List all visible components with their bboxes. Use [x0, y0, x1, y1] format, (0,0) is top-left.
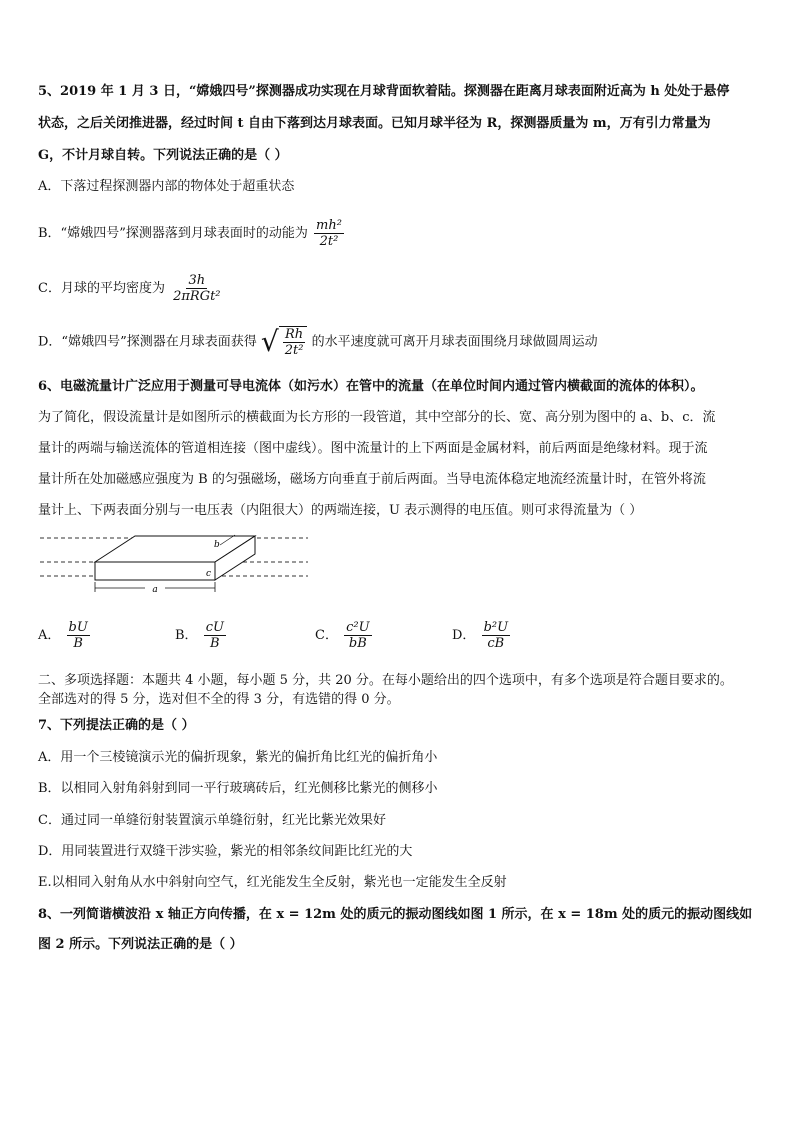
q7-option-c: C．通过同一单缝衍射装置演示单缝衍射，红光比紫光效果好	[38, 813, 386, 828]
fraction-numerator: 3h	[188, 273, 206, 288]
box-front-face	[95, 562, 215, 580]
dim-b-label: b	[214, 540, 220, 550]
q6-stem-line2: 为了简化，假设流量计是如图所示的横截面为长方形的一段管道，其中空部分的长、宽、高分别为图中的 a、b、c．流	[38, 410, 716, 425]
q5-option-d-suffix: 的水平速度就可离开月球表面围绕月球做圆周运动	[311, 334, 598, 350]
q6-stem-line4: 量计所在处加磁感应强度为 B 的匀强磁场，磁场方向垂直于前后两面。当导电流体稳定地流经流量计时，在管外将流	[38, 472, 706, 487]
q6-option-d	[452, 620, 512, 651]
fraction-numerator: Rh	[284, 327, 304, 342]
q5-option-c-fraction	[171, 273, 222, 304]
section2-instructions-line2: 全部选对的得 5 分，选对但不全的得 3 分，有选错的得 0 分。	[38, 692, 400, 707]
q6-stem-line1: 6、电磁流量计广泛应用于测量可导电流体（如污水）在管中的流量（在单位时间内通过管内横截面的流体的体积）。	[38, 379, 704, 394]
q6-option-b-fraction	[204, 620, 226, 651]
fraction-numerator: bU	[68, 620, 88, 635]
q5-stem-line2: 状态，之后关闭推进器，经过时间 t 自由下落到达月球表面。已知月球半径为 R，探测器质量为 m，万有引力常量为	[38, 116, 711, 131]
fraction-numerator: b²U	[483, 620, 509, 635]
q5-option-b	[38, 218, 346, 249]
q5-option-c	[38, 273, 225, 304]
q6-option-c-fraction	[344, 620, 371, 651]
q5-option-a: A．下落过程探测器内部的物体处于超重状态	[38, 179, 295, 194]
q6-option-b	[175, 620, 228, 651]
q5-option-d-fraction	[283, 327, 306, 358]
fraction-numerator: cU	[205, 620, 224, 635]
q8-stem-line2: 图 2 所示。下列说法正确的是（ ）	[38, 937, 243, 952]
q7-option-d: D．用同装置进行双缝干涉实验，紫光的相邻条纹间距比红光的大	[38, 844, 413, 859]
sqrt-icon: √	[260, 325, 279, 358]
q5-stem-line1: 5、2019 年 1 月 3 日，“嫦娥四号”探测器成功实现在月球背面软着陆。探测器在距离月球表面附近高为 h 处处于悬停	[38, 84, 730, 99]
q5-option-b-text: B．“嫦娥四号”探测器落到月球表面时的动能为	[38, 226, 308, 241]
sqrt-radicand	[279, 326, 308, 358]
fraction-denominator: cB	[487, 636, 505, 651]
dim-a-label: a	[152, 585, 158, 595]
fraction-numerator: c²U	[346, 620, 370, 635]
q6-stem-line3: 量计的两端与输送流体的管道相连接（图中虚线）。图中流量计的上下两面是金属材料，前后两面是绝缘材料。现于流	[38, 441, 708, 456]
q8-stem-line1: 8、一列简谐横波沿 x 轴正方向传播，在 x = 12m 处的质元的振动图线如图 1 所示，在 x = 18m 处的质元的振动图线如	[38, 907, 753, 922]
q5-option-b-fraction	[314, 218, 344, 249]
q7-option-a: A．用一个三棱镜演示光的偏折现象，紫光的偏折角比红光的偏折角小	[38, 750, 438, 765]
q7-option-b: B．以相同入射角斜射到同一平行玻璃砖后，红光侧移比紫光的侧移小	[38, 781, 438, 796]
option-label: A．	[38, 628, 61, 643]
fraction-denominator: 2t²	[284, 343, 304, 358]
section2-instructions-line1: 二、多项选择题：本题共 4 小题，每小题 5 分，共 20 分。在每小题给出的四个选项中，有多个选项是符合题目要求的。	[38, 673, 733, 688]
q5-stem-line3: G，不计月球自转。下列说法正确的是（ ）	[38, 148, 288, 163]
dim-c-label: c	[206, 569, 212, 579]
q7-stem: 7、下列提法正确的是（ ）	[38, 718, 195, 733]
q5-option-d-sqrt	[261, 326, 308, 358]
q6-option-c	[315, 620, 374, 651]
q6-option-a	[38, 620, 92, 651]
fraction-denominator: B	[210, 636, 220, 651]
q6-stem-line5: 量计上、下两表面分别与一电压表（内阻很大）的两端连接，U 表示测得的电压值。则可求得流量为（ ）	[38, 503, 643, 518]
option-label: B．	[175, 628, 198, 643]
q5-option-d-text: D．“嫦娥四号”探测器在月球表面获得	[38, 334, 257, 350]
fraction-denominator: 2t²	[319, 234, 339, 249]
option-label: D．	[452, 628, 476, 643]
q5-option-d	[38, 326, 598, 358]
q6-option-a-fraction	[67, 620, 90, 651]
option-label: C．	[315, 628, 338, 643]
fraction-numerator: mh²	[316, 218, 342, 233]
fraction-denominator: bB	[348, 636, 367, 651]
fraction-denominator: B	[73, 636, 83, 651]
q5-option-c-text: C．月球的平均密度为	[38, 281, 165, 296]
fraction-denominator: 2πRGt²	[173, 289, 221, 304]
q6-option-d-fraction	[482, 620, 511, 651]
q7-option-e: E.以相同入射角从水中斜射向空气，红光能发生全反射，紫光也一定能发生全反射	[38, 875, 507, 890]
flowmeter-diagram	[40, 532, 310, 600]
